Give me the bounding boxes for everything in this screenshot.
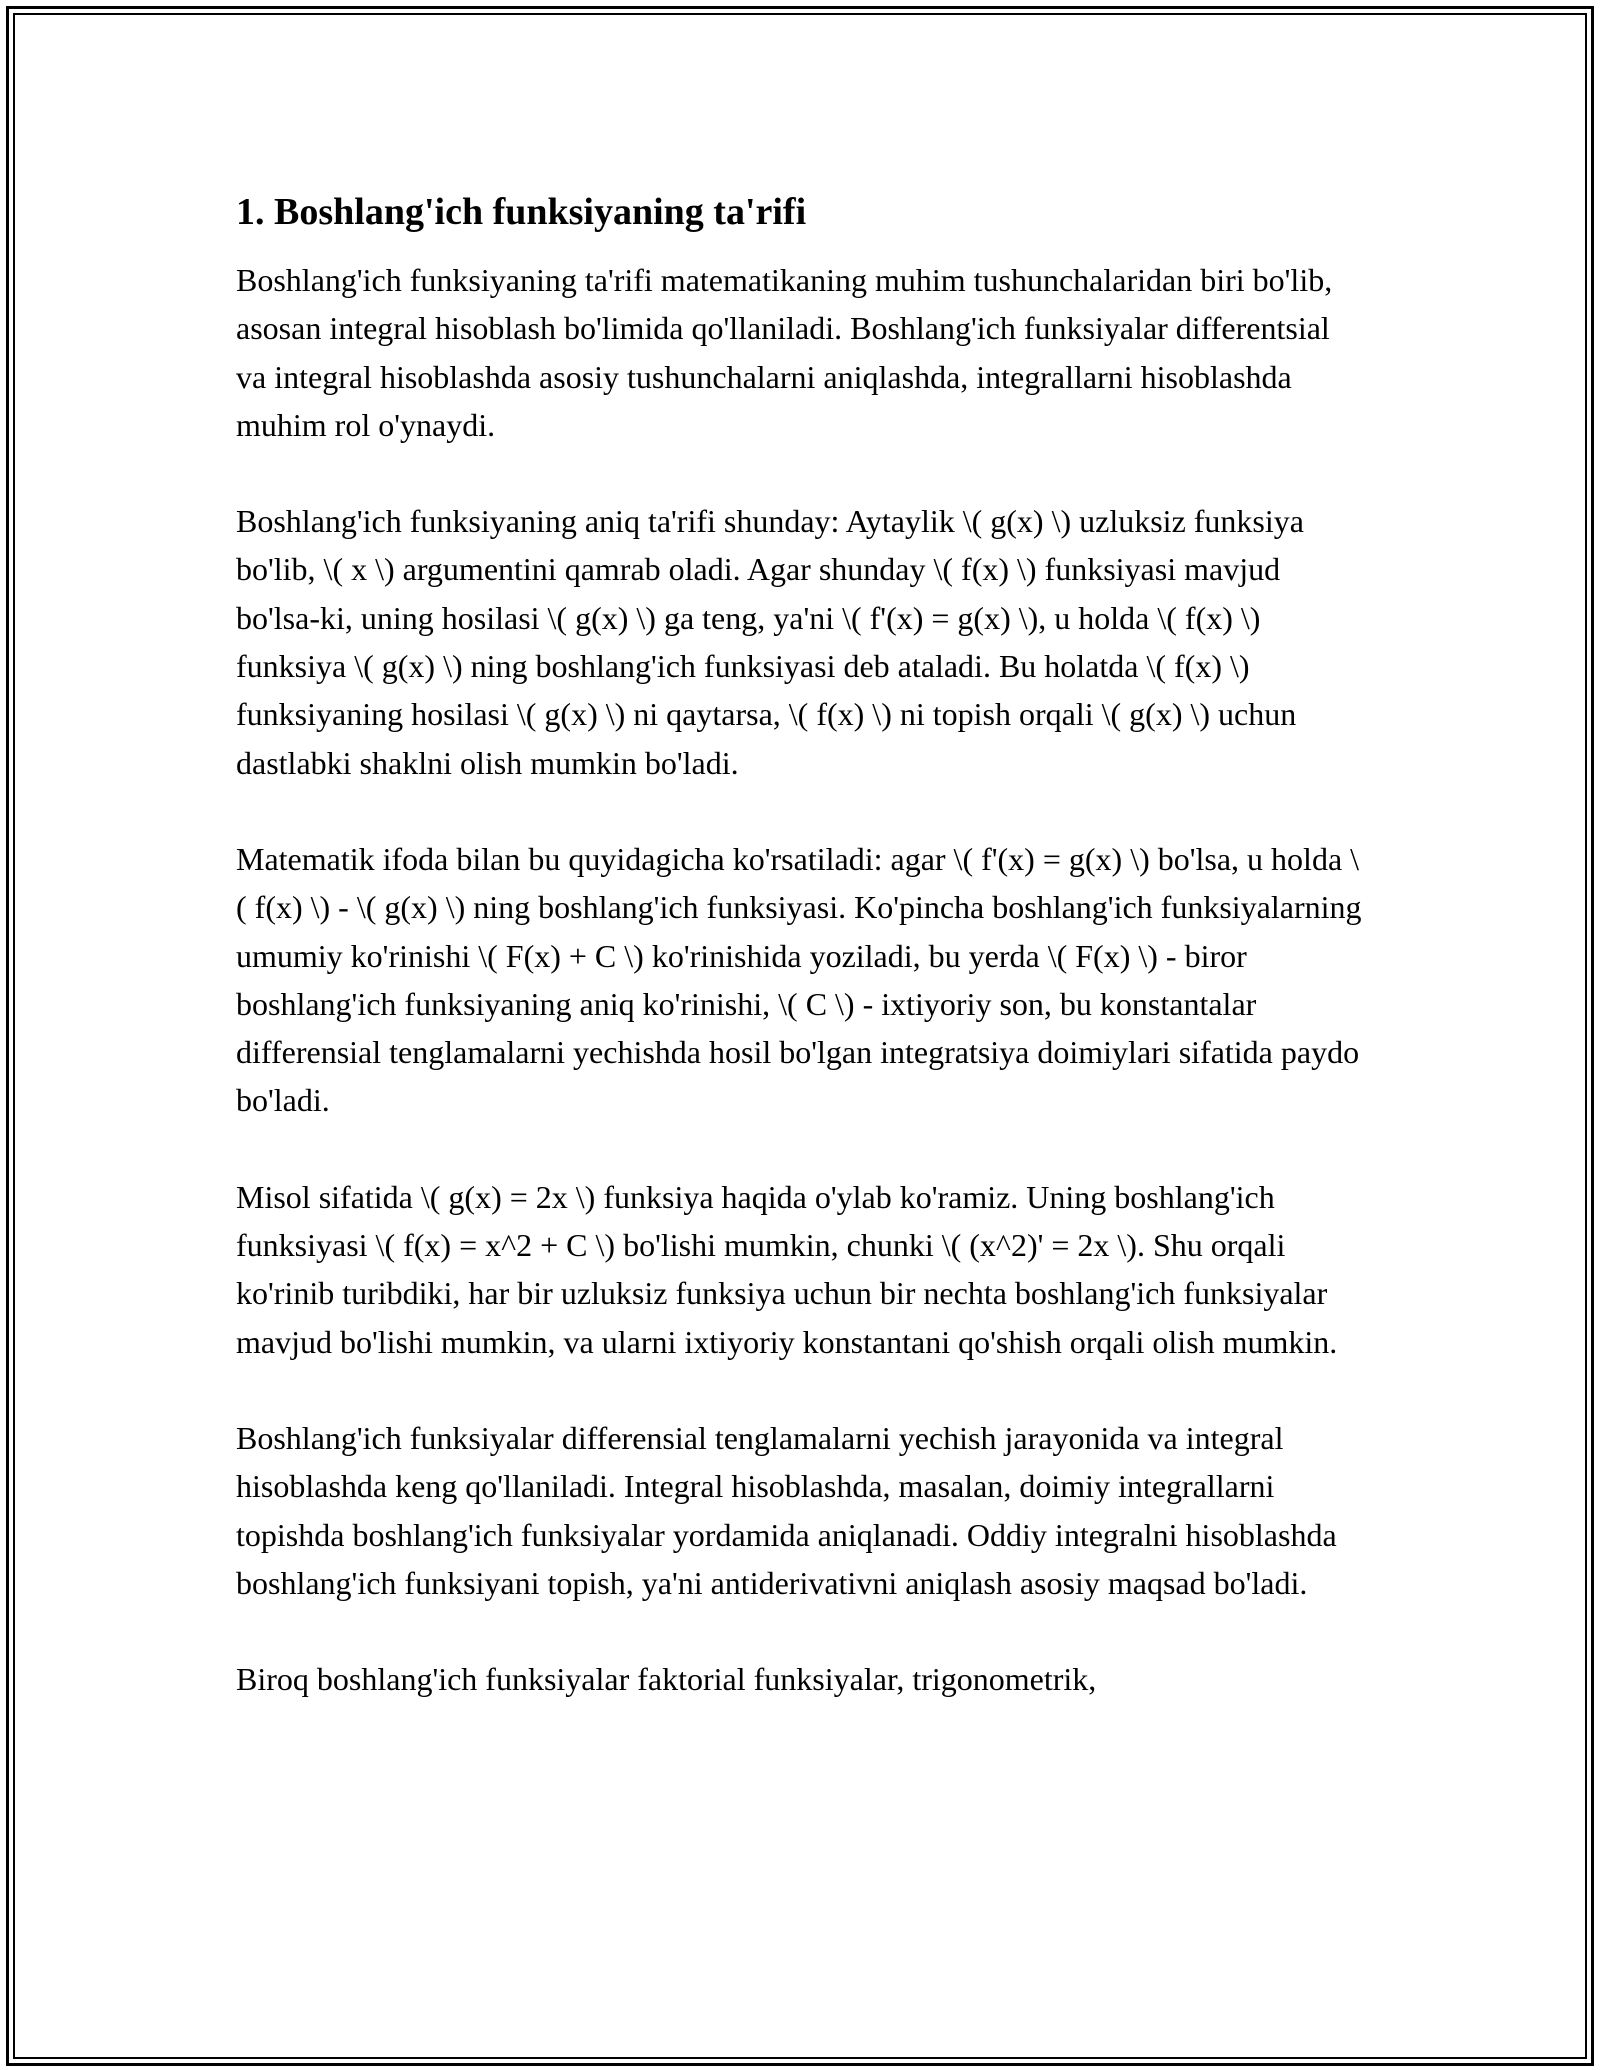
paragraph-example: Misol sifatida \( g(x) = 2x \) funksiya haqida o'ylab ko'ramiz. Uning boshlang'ich funksiyasi \( f(x) = x^2 + C \) bo'lishi mumkin, chunki \( (x^2)' = 2x \). Shu orqali ko'rinib turibdiki, har bir uzluksiz funksiya uchun bir nechta boshlang'ich funksiyalar mavjud bo'lishi mumkin, va ularni ixtiyoriy konstantani qo'shish orqali olish mumkin.: [236, 1178, 1338, 1360]
paragraph-mathematical-expression: Matematik ifoda bilan bu quyidagicha ko'rsatiladi: agar \( f'(x) = g(x) \) bo'lsa, u holda \( f(x) \) - \( g(x) \) ning boshlang'ich funksiyasi. Ko'pincha boshlang'ich funksiyalarning umumiy ko'rinishi \( F(x) + C \) ko'rinishida yoziladi, bu yerda \( F(x) \) - biror boshlang'ich funksiyaning aniq ko'rinishi, \( C \) - ixtiyoriy son, bu konstantalar differensial tenglamalarni yechishda hosil bo'lgan integratsiya doimiylari sifatida paydo bo'ladi.: [236, 840, 1362, 1119]
paragraph-applications: Boshlang'ich funksiyalar differensial tenglamalarni yechish jarayonida va integral hisoblashda keng qo'llaniladi. Integral hisoblashda, masalan, doimiy integrallarni topishda boshlang'ich funksiyalar yordamida aniqlanadi. Oddiy integralni hisoblashda boshlang'ich funksiyani topish, ya'ni antiderivativni aniqlash asosiy maqsad bo'ladi.: [236, 1419, 1337, 1601]
paragraph-exact-definition: Boshlang'ich funksiyaning aniq ta'rifi shunday: Aytaylik \( g(x) \) uzluksiz funksiya bo'lib, \( x \) argumentini qamrab oladi. Agar shunday \( f(x) \) funksiyasi mavjud bo'lsa-ki, uning hosilasi \( g(x) \) ga teng, ya'ni \( f'(x) = g(x) \), u holda \( f(x) \) funksiya \( g(x) \) ning boshlang'ich funksiyasi deb ataladi. Bu holatda \( f(x) \) funksiyaning hosilasi \( g(x) \) ni qaytarsa, \( f(x) \) ni topish orqali \( g(x) \) uchun dastlabki shaklni olish mumkin bo'ladi.: [236, 503, 1304, 781]
document-body: [236, 188, 1366, 1751]
paragraph-continuation: Biroq boshlang'ich funksiyalar faktorial funksiyalar, trigonometrik,: [236, 1661, 1097, 1698]
section-heading: 1. Boshlang'ich funksiyaning ta'rifi: [236, 191, 807, 233]
paragraph-definition-intro: Boshlang'ich funksiyaning ta'rifi matematikaning muhim tushunchalaridan biri bo'lib, asosan integral hisoblash bo'limida qo'llaniladi. Boshlang'ich funksiyalar differentsial va integral hisoblashda asosiy tushunchalarni aniqlashda, integrallarni hisoblashda muhim rol o'ynaydi.: [236, 262, 1333, 443]
